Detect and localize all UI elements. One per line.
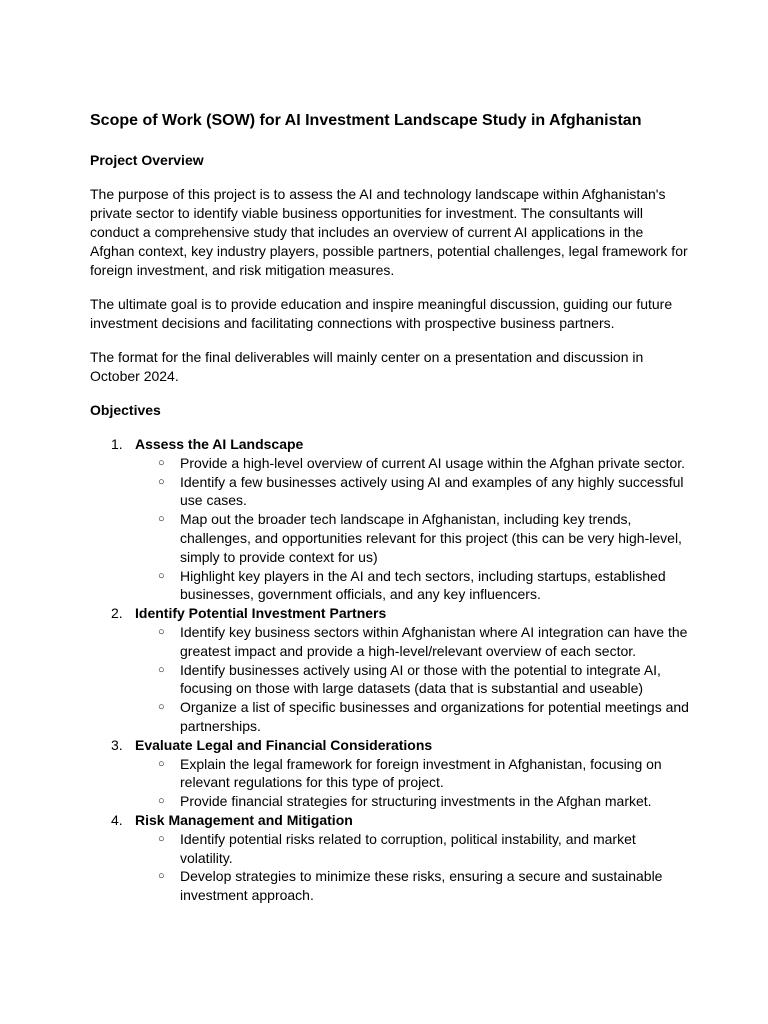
circle-bullet-icon: ○	[158, 625, 165, 638]
overview-heading: Project Overview	[90, 152, 204, 168]
objective-item	[90, 604, 690, 736]
sub-item-text: Explain the legal framework for foreign investment in Afghanistan, focusing on relevant regulations for this type of project.	[180, 755, 662, 791]
circle-bullet-icon: ○	[158, 701, 165, 714]
overview-paragraph-purpose: The purpose of this project is to assess the AI and technology landscape within Afghanistan's private sector to identify viable business opportunities for investment. The consultants will conduct a comprehensive study that includes an overview of current AI applications in the Afghan context, key industry players, possible partners, potential challenges, legal framework for foreign investment, and risk mitigation measures.	[90, 186, 688, 278]
sub-item-text: Map out the broader tech landscape in Afghanistan, including key trends, challenges, and opportunities relevant for this project (this can be very high-level, simply to provide context for us)	[180, 511, 682, 565]
objective-number: 2.	[111, 605, 123, 622]
sub-list-item	[135, 510, 690, 566]
sub-item-text: Identify key business sectors within Afghanistan where AI integration can have the greatest impact and provide a high-level/relevant overview of each sector.	[180, 623, 688, 659]
document-body	[90, 110, 690, 905]
circle-bullet-icon: ○	[158, 757, 165, 770]
sub-list-item	[135, 623, 690, 661]
objective-number: 3.	[111, 736, 123, 753]
objectives-list	[90, 435, 690, 905]
sub-list-item	[135, 755, 690, 793]
sub-item-text: Develop strategies to minimize these risks, ensuring a secure and sustainable investment approach.	[180, 868, 663, 904]
sub-item-text: Organize a list of specific businesses and organizations for potential meetings and partnerships.	[180, 699, 689, 734]
objectives-heading: Objectives	[90, 402, 161, 418]
circle-bullet-icon: ○	[158, 795, 165, 808]
objective-title: Risk Management and Mitigation	[135, 811, 353, 828]
objective-sub-list	[135, 830, 690, 905]
objective-title: Evaluate Legal and Financial Considerations	[135, 736, 433, 753]
sub-item-text: Identify businesses actively using AI or those with the potential to integrate AI, focusing on those with large datasets (data that is substantial and useable)	[180, 661, 661, 697]
circle-bullet-icon: ○	[158, 832, 165, 845]
sub-item-text: Provide a high-level overview of current AI usage within the Afghan private sector.	[180, 454, 686, 471]
objective-sub-list	[135, 755, 690, 811]
sub-list-item	[135, 473, 690, 511]
objective-title: Identify Potential Investment Partners	[135, 605, 387, 622]
sub-list-item	[135, 867, 690, 905]
objective-number: 1.	[111, 436, 123, 452]
overview-paragraph-format: The format for the final deliverables will mainly center on a presentation and discussion in October 2024.	[90, 349, 644, 384]
objective-item	[90, 736, 690, 811]
overview-paragraph-goal: The ultimate goal is to provide education and inspire meaningful discussion, guiding our future investment decisions and facilitating connections with prospective business partners.	[90, 296, 673, 331]
circle-bullet-icon: ○	[158, 663, 165, 676]
objective-item	[90, 435, 690, 604]
objective-sub-list	[135, 623, 690, 736]
sub-list-item	[135, 661, 690, 699]
sub-item-text: Identify a few businesses actively using AI and examples of any highly successful use cases.	[180, 473, 684, 509]
sub-item-text: Highlight key players in the AI and tech sectors, including startups, established businesses, government officials, and any key influencers.	[180, 567, 666, 603]
sub-item-text: Provide financial strategies for structuring investments in the Afghan market.	[180, 793, 652, 810]
circle-bullet-icon: ○	[158, 475, 165, 488]
circle-bullet-icon: ○	[158, 513, 165, 526]
document-title: Scope of Work (SOW) for AI Investment Landscape Study in Afghanistan	[90, 112, 642, 129]
sub-list-item	[135, 454, 690, 473]
sub-list-item	[135, 792, 690, 811]
objective-sub-list	[135, 454, 690, 604]
objective-number: 4.	[111, 811, 123, 828]
circle-bullet-icon: ○	[158, 569, 165, 582]
objective-title: Assess the AI Landscape	[135, 436, 304, 452]
sub-list-item	[135, 567, 690, 605]
sub-list-item	[135, 698, 690, 736]
sub-item-text: Identify potential risks related to corruption, political instability, and market volatility.	[180, 830, 636, 866]
circle-bullet-icon: ○	[158, 870, 165, 883]
sub-list-item	[135, 830, 690, 868]
objective-item	[90, 811, 690, 905]
circle-bullet-icon: ○	[158, 456, 165, 469]
